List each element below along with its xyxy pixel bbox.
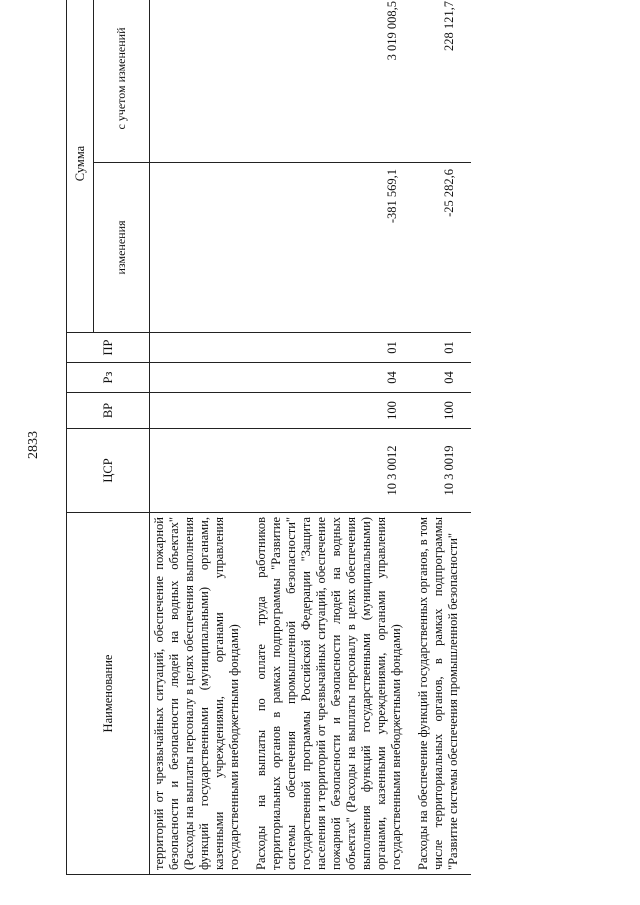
table-row (252, 0, 414, 875)
row-csr (150, 429, 253, 513)
row-rz: 04 (414, 363, 471, 393)
row-vr: 100 (252, 393, 414, 429)
header-name: Наименование (67, 513, 150, 875)
page-number: 2833 (26, 431, 41, 459)
table-row (414, 0, 471, 875)
table-row (150, 0, 253, 875)
row-total: 228 121,7 (414, 0, 471, 163)
row-vr: 100 (414, 393, 471, 429)
header-with-changes: с учетом изменений (94, 0, 150, 163)
header-sum: Сумма (67, 0, 94, 333)
header-row-1 (67, 0, 94, 875)
row-rz: 04 (252, 363, 414, 393)
header-rz: Рз (67, 363, 150, 393)
budget-table (66, 0, 471, 875)
row-change (150, 163, 253, 333)
row-csr: 10 3 0012 (252, 429, 414, 513)
row-rz (150, 363, 253, 393)
header-vr: ВР (67, 393, 150, 429)
header-csr: ЦСР (67, 429, 150, 513)
row-vr (150, 393, 253, 429)
row-pr: 01 (414, 333, 471, 363)
row-total: 3 019 008,5 (252, 0, 414, 163)
row-name: Расходы на обеспечение функций государственных органов, в том числе территориальных органов, в рамках подпрограммы "Развитие системы обеспечения промышленной безопасности" (414, 513, 471, 875)
row-name: Расходы на выплаты по оплате труда работников территориальных органов в рамках подпрограммы "Развитие системы обеспечения промышленной безопасности" государственной программы Российской Федерации "Защита населения и территорий от чрезвычайных ситуаций, обеспечение пожарной безопасности и безопасности людей на водных объектах" (Расходы на выплаты персоналу в целях обеспечения выполнения функций государственными (муниципальными) органами, казенными учреждениями, органами управления государственными внебюджетными фондами) (252, 513, 414, 875)
header-pr: ПР (67, 333, 150, 363)
row-pr: 01 (252, 333, 414, 363)
row-change: -381 569,1 (252, 163, 414, 333)
row-change: -25 282,6 (414, 163, 471, 333)
row-csr: 10 3 0019 (414, 429, 471, 513)
row-name: территорий от чрезвычайных ситуаций, обеспечение пожарной безопасности и безопасности людей на водных объектах" (Расходы на выплаты персоналу в целях обеспечения выполнения функций государственными (муниципальными) органами, казенными учреждениями, органами управления государственными внебюджетными фондами) (150, 513, 253, 875)
header-changes: изменения (94, 163, 150, 333)
row-pr (150, 333, 253, 363)
row-total (150, 0, 253, 163)
